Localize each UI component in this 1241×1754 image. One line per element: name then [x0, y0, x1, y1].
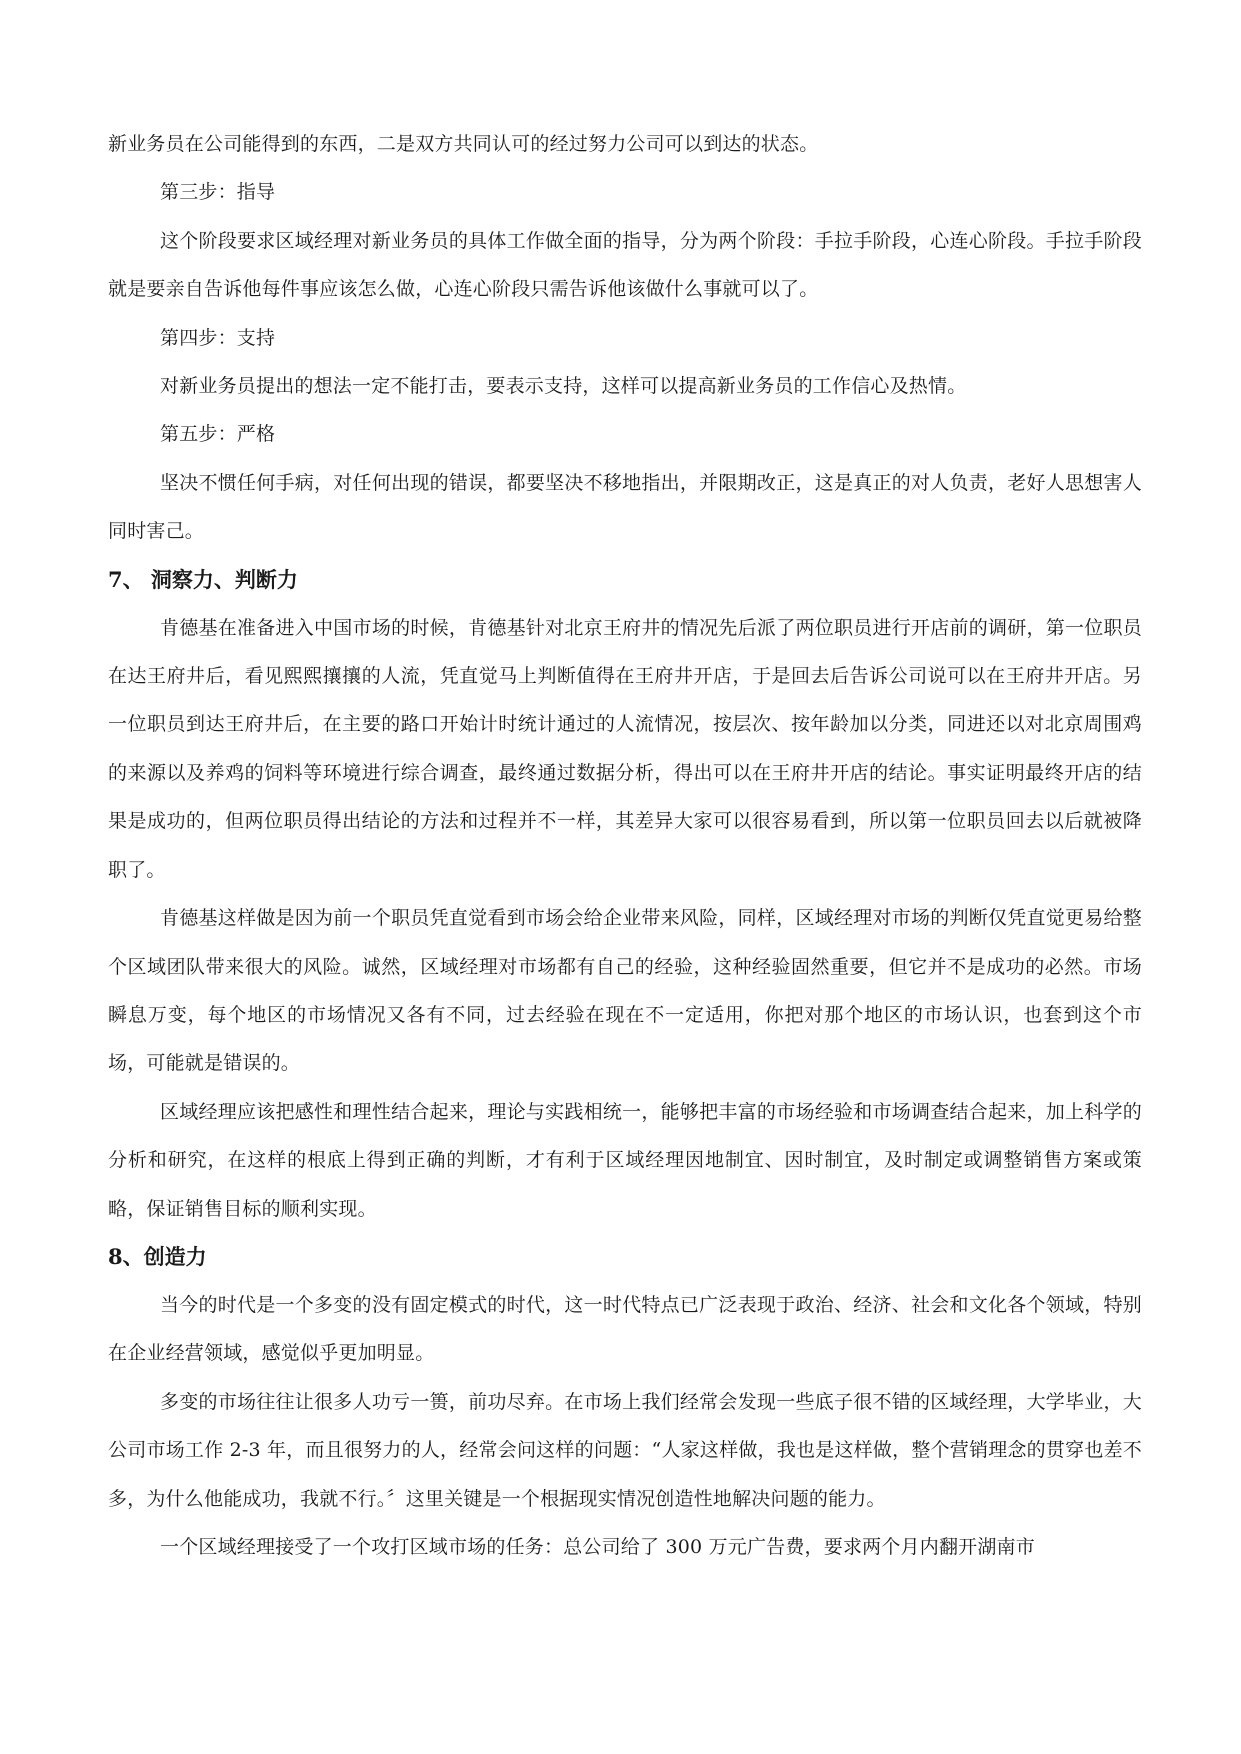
section-heading-8: 8、创造力 — [108, 1243, 207, 1269]
paragraph: 当今的时代是一个多变的没有固定模式的时代，这一时代特点已广泛表现于政治、经济、社会和文化各个领域，特别在企业经营领域，感觉似乎更加明显。 — [108, 1293, 1142, 1365]
paragraph: 坚决不惯任何手病，对任何出现的错误，都要坚决不移地指出，并限期改正，这是真正的对人负责，老好人思想害人同时害己。 — [108, 471, 1142, 543]
paragraph: 肯德基这样做是因为前一个职员凭直觉看到市场会给企业带来风险，同样，区域经理对市场的判断仅凭直觉更易给整个区域团队带来很大的风险。诚然，区域经理对市场都有自己的经验，这种经验固然重要，但它并不是成功的必然。市场瞬息万变，每个地区的市场情况又各有不同，过去经验在现在不一定适用，你把对那个地区的市场认识，也套到这个市场，可能就是错误的。 — [108, 907, 1142, 1075]
paragraph: 多变的市场往往让很多人功亏一篑，前功尽弃。在市场上我们经常会发现一些底子很不错的区域经理，大学毕业，大公司市场工作 2-3 年，而且很努力的人，经常会问这样的问题：“人家这样做，我也是这样做，整个营销理念的贯穿也差不多，为什么他能成功，我就不行。〞这里关键是一个根据现实情况创造性地解决问题的能力。 — [108, 1390, 1142, 1510]
paragraph: 新业务员在公司能得到的东西，二是双方共同认可的经过努力公司可以到达的状态。 — [108, 133, 819, 155]
section-heading-7: 7、 洞察力、判断力 — [108, 566, 298, 592]
step-heading-four: 第四步：支持 — [160, 326, 276, 349]
document-page — [108, 120, 1142, 1571]
paragraph: 对新业务员提出的想法一定不能打击，要表示支持，这样可以提高新业务员的工作信心及热情。 — [160, 375, 967, 398]
paragraph: 区域经理应该把感性和理性结合起来，理论与实践相统一，能够把丰富的市场经验和市场调查结合起来，加上科学的分析和研究，在这样的根底上得到正确的判断，才有利于区域经理因地制宜、因时制宜，及时制定或调整销售方案或策略，保证销售目标的顺利实现。 — [108, 1100, 1142, 1220]
paragraph: 这个阶段要求区域经理对新业务员的具体工作做全面的指导，分为两个阶段：手拉手阶段，心连心阶段。手拉手阶段就是要亲自告诉他每件事应该怎么做，心连心阶段只需告诉他该做什么事就可以了。 — [108, 229, 1142, 301]
step-heading-five: 第五步：严格 — [160, 423, 276, 446]
step-heading-three: 第三步：指导 — [160, 181, 276, 204]
paragraph: 肯德基在准备进入中国市场的时候，肯德基针对北京王府井的情况先后派了两位职员进行开店前的调研，第一位职员在达王府井后，看见熙熙攘攘的人流，凭直觉马上判断值得在王府井开店，于是回去后告诉公司说可以在王府井开店。另一位职员到达王府井后，在主要的路口开始计时统计通过的人流情况，按层次、按年龄加以分类，同进还以对北京周围鸡的来源以及养鸡的饲料等环境进行综合调查，最终通过数据分析，得出可以在王府井开店的结论。事实证明最终开店的结果是成功的，但两位职员得出结论的方法和过程并不一样，其差异大家可以很容易看到，所以第一位职员回去以后就被降职了。 — [108, 616, 1142, 881]
paragraph: 一个区域经理接受了一个攻打区域市场的任务：总公司给了 300 万元广告费，要求两个月内翻开湖南市 — [160, 1535, 1035, 1558]
